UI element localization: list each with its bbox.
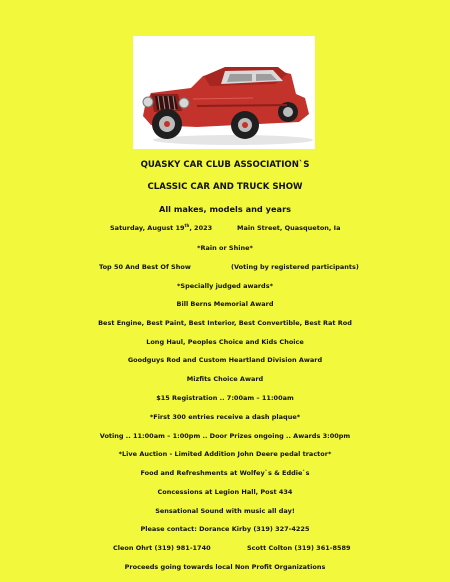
red-classic-car-image <box>133 36 315 149</box>
goodguys-award: Goodguys Rod and Custom Heartland Division Award <box>127 356 323 364</box>
classic-car-photo <box>133 36 315 149</box>
auction-info: *Live Auction - Limited Addition John Deere pedal tractor* <box>118 450 332 458</box>
food-info: Food and Refreshments at Wolfey`s & Eddie`s <box>140 469 310 477</box>
event-location: Main Street, Quasqueton, Ia <box>237 224 341 232</box>
top50-award: Top 50 And Best Of Show <box>99 263 191 271</box>
proceeds-note: Proceeds going towards local Non Profit Organizations <box>124 563 326 571</box>
best-awards: Best Engine, Best Paint, Best Interior, Best Convertible, Best Rat Rod <box>98 319 352 327</box>
rain-note: *Rain or Shine* <box>197 244 253 252</box>
club-title: QUASKY CAR CLUB ASSOCIATION`S <box>140 160 310 170</box>
schedule-info: Voting .. 11:00am – 1:00pm .. Door Prizes ongoing .. Awards 3:00pm <box>99 432 351 440</box>
choice-awards: Long Haul, Peoples Choice and Kids Choice <box>146 338 304 346</box>
mizfits-award: Mizfits Choice Award <box>186 375 264 383</box>
memorial-award: Bill Berns Memorial Award <box>176 300 274 308</box>
plaque-info: *First 300 entries receive a dash plaque* <box>149 413 301 421</box>
event-date-year: , 2023 <box>189 224 213 232</box>
event-date-main: Saturday, August 19 <box>110 224 185 232</box>
voting-note: (Voting by registered participants) <box>231 263 359 271</box>
concessions-info: Concessions at Legion Hall, Post 434 <box>157 488 293 496</box>
event-date-ordinal: th <box>184 222 190 228</box>
show-tagline: All makes, models and years <box>159 204 291 214</box>
sound-info: Sensational Sound with music all day! <box>155 507 295 515</box>
registration-info: $15 Registration .. 7:00am – 11:00am <box>156 394 294 402</box>
show-title: CLASSIC CAR AND TRUCK SHOW <box>147 182 303 192</box>
contact-cleon: Cleon Ohrt (319) 981-1740 <box>113 544 211 552</box>
contact-scott: Scott Colton (319) 361-8589 <box>247 544 351 552</box>
contact-primary: Please contact: Dorance Kirby (319) 327-4225 <box>140 525 310 533</box>
event-date <box>110 224 212 232</box>
judged-awards-heading: *Specially judged awards* <box>177 282 273 290</box>
